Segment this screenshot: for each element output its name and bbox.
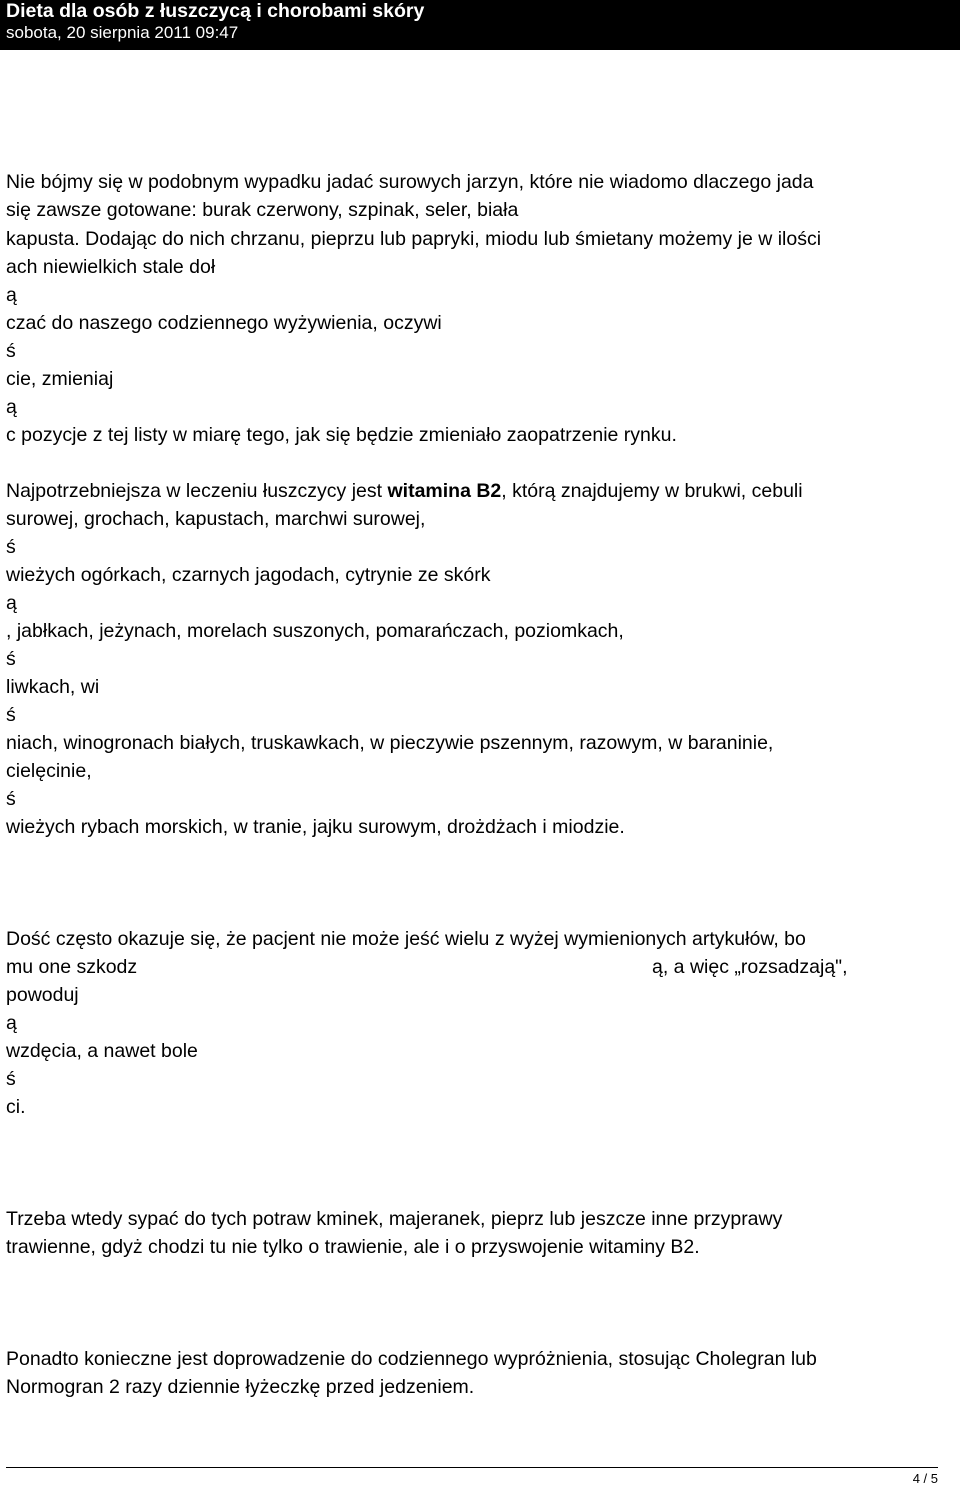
text-line: ą, a więc „rozsadzają", <box>652 956 848 978</box>
footer-divider <box>6 1467 938 1468</box>
text-line: surowej, grochach, kapustach, marchwi surowej, <box>6 508 426 530</box>
text-line: ś <box>6 648 16 670</box>
text-line: wieżych rybach morskich, w tranie, jajku surowym, drożdżach i miodzie. <box>6 816 625 838</box>
page-number: 4 / 5 <box>912 1471 938 1486</box>
text-line: ś <box>6 1068 16 1090</box>
text-line: ą <box>6 284 17 306</box>
text-line: cielęcinie, <box>6 760 92 782</box>
text-line: mu one szkodz <box>6 956 138 978</box>
text-line: cie, zmieniaj <box>6 368 114 390</box>
text-line: czać do naszego codziennego wyżywienia, oczywi <box>6 312 442 334</box>
text-line: ą <box>6 396 17 418</box>
text-line: liwkach, wi <box>6 676 100 698</box>
text-line: ś <box>6 536 16 558</box>
text-line: trawienne, gdyż chodzi tu nie tylko o trawienie, ale i o przyswojenie witaminy B2. <box>6 1236 700 1258</box>
text-line: się zawsze gotowane: burak czerwony, szpinak, seler, biała <box>6 199 519 221</box>
text-line: Trzeba wtedy sypać do tych potraw kminek, majeranek, pieprz lub jeszcze inne przyprawy <box>6 1208 783 1230</box>
text-line: , jabłkach, jeżynach, morelach suszonych, pomarańczach, poziomkach, <box>6 620 624 642</box>
text-line: c pozycje z tej listy w miarę tego, jak się będzie zmieniało zaopatrzenie rynku. <box>6 424 677 446</box>
text-run: Najpotrzebniejsza w leczeniu łuszczycy jest <box>6 480 388 502</box>
vitamin-b2-emphasis: witamina B2 <box>387 480 502 502</box>
text-line: ś <box>6 704 16 726</box>
text-line: ach niewielkich stale doł <box>6 256 216 278</box>
text-line: ś <box>6 340 16 362</box>
text-line: wieżych ogórkach, czarnych jagodach, cytrynie ze skórk <box>6 564 491 586</box>
text-line <box>6 479 803 503</box>
text-line: Nie bójmy się w podobnym wypadku jadać surowych jarzyn, które nie wiadomo dlaczego jada <box>6 171 814 193</box>
article-title: Dieta dla osób z łuszczycą i chorobami skóry <box>6 0 425 22</box>
text-run: , którą znajdujemy w brukwi, cebuli <box>501 480 803 502</box>
text-line: Dość często okazuje się, że pacjent nie może jeść wielu z wyżej wymienionych artykułów, bo <box>6 928 806 950</box>
text-line: kapusta. Dodając do nich chrzanu, pieprzu lub papryki, miodu lub śmietany możemy je w ilości <box>6 228 822 250</box>
text-line: Normogran 2 razy dziennie łyżeczkę przed jedzeniem. <box>6 1376 475 1398</box>
text-line: niach, winogronach białych, truskawkach, w pieczywie pszennym, razowym, w baraninie, <box>6 732 774 754</box>
text-line: ś <box>6 788 16 810</box>
text-line: ci. <box>6 1096 26 1118</box>
text-line: powoduj <box>6 984 79 1006</box>
article-date: sobota, 20 sierpnia 2011 09:47 <box>6 23 239 42</box>
text-line: wzdęcia, a nawet bole <box>6 1040 198 1062</box>
text-line: ą <box>6 592 17 614</box>
text-line: Ponadto konieczne jest doprowadzenie do codziennego wypróżnienia, stosując Cholegran lub <box>6 1348 817 1370</box>
text-line: ą <box>6 1012 17 1034</box>
page-header <box>0 0 960 50</box>
